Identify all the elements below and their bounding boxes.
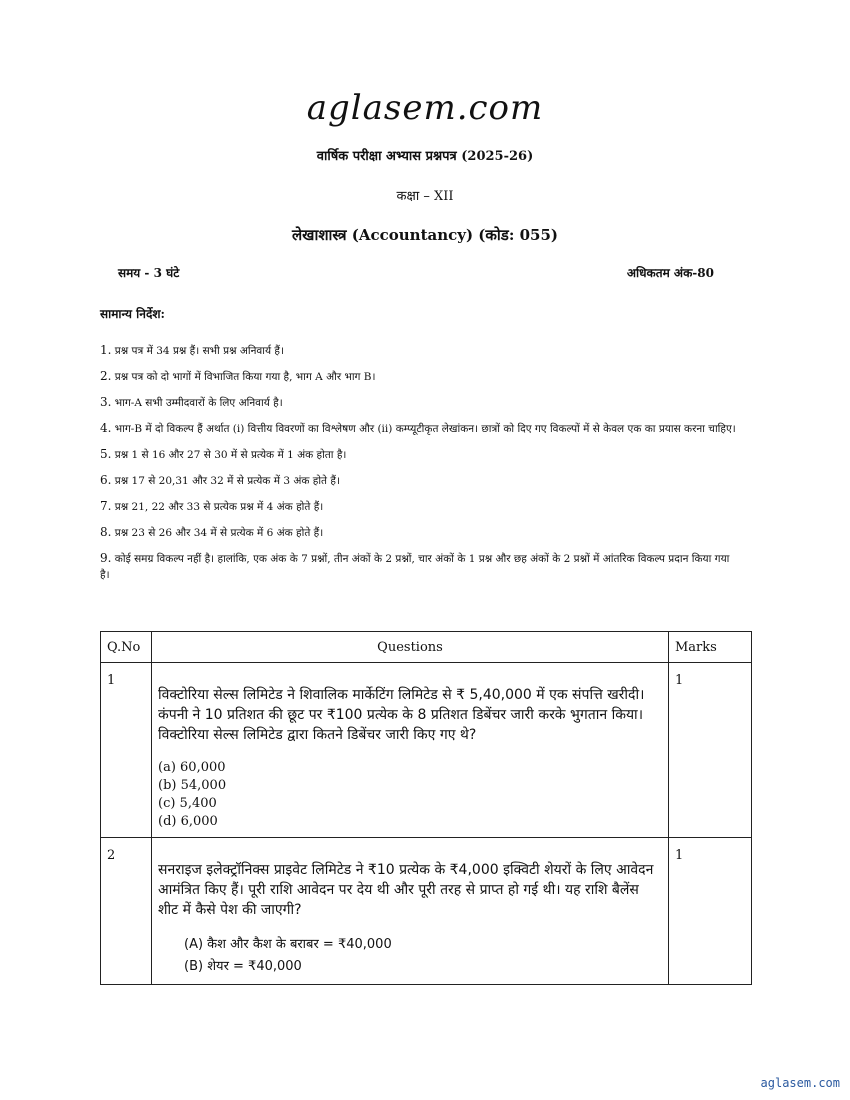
question-text: विक्टोरिया सेल्स लिमिटेड ने शिवालिक मार्केटिंग लिमिटेड से ₹ 5,40,000 में एक संपत्ति खरीदी। कंपनी ने 10 प्रतिशत की छूट पर ₹100 प्रत्येक के 8 प्रतिशत डिबेंचर जारी करके भुगतान किया। विक्टोरिया सेल्स लिमिटेड द्वारा कितने डिबेंचर जारी किए गए थे? [158,687,645,743]
time-allowed: समय - 3 घंटे [118,266,180,280]
instruction-item: 8. प्रश्न 23 से 26 और 34 में से प्रत्येक में 6 अंक होते हैं। [100,525,324,539]
instruction-item: 4. भाग-B में दो विकल्प हैं अर्थात (i) वित्तीय विवरणों का विश्लेषण और (ii) कम्प्यूटीकृत लेखांकन। छात्रों को दिए गए विकल्पों में से केवल एक का प्रयास करना चाहिए। [100,421,736,435]
table-row [101,663,752,838]
general-instructions-heading: सामान्य निर्देश: [100,307,165,321]
footer-link[interactable]: aglasem.com [760,1076,840,1090]
questions-table [100,631,752,985]
table-row [101,838,752,985]
option: (d) 6,000 [158,814,218,829]
option: (A) कैश और कैश के बराबर = ₹40,000 [184,937,392,952]
option: (a) 60,000 [158,760,226,775]
option: (B) शेयर = ₹40,000 [184,959,302,974]
question-marks: 1 [669,838,752,985]
max-marks: अधिकतम अंक-80 [626,266,714,280]
question-options [184,934,662,978]
option: (c) 5,400 [158,796,217,811]
question-cell [152,838,669,985]
option: (b) 54,000 [158,778,227,793]
instructions-list [100,342,740,592]
question-number: 1 [101,663,152,838]
instruction-item: 7. प्रश्न 21, 22 और 33 से प्रत्येक प्रश्न में 4 अंक होते हैं। [100,499,324,513]
subject-title: लेखाशास्त्र (Accountancy) (कोड: 055) [292,226,558,244]
header-questions: Questions [152,632,669,663]
instruction-item: 2. प्रश्न पत्र को दो भागों में विभाजित किया गया है, भाग A और भाग B। [100,369,376,383]
question-marks: 1 [669,663,752,838]
instruction-item: 6. प्रश्न 17 से 20,31 और 32 में से प्रत्येक में 3 अंक होते हैं। [100,473,340,487]
class-line: कक्षा – XII [396,189,454,204]
instruction-item: 1. प्रश्न पत्र में 34 प्रश्न हैं। सभी प्रश्न अनिवार्य हैं। [100,343,284,357]
site-logo: aglasem.com [306,88,544,128]
exam-title: वार्षिक परीक्षा अभ्यास प्रश्नपत्र (2025-26) [316,149,534,164]
header-marks: Marks [669,632,752,663]
question-number: 2 [101,838,152,985]
question-text: सनराइज इलेक्ट्रॉनिक्स प्राइवेट लिमिटेड ने ₹10 प्रत्येक के ₹4,000 इक्विटी शेयरों के लिए आवेदन आमंत्रित किए हैं। पूरी राशि आवेदन पर देय थी और पूरी तरह से प्राप्त हो गई थी। यह राशि बैलेंस शीट में कैसे पेश की जाएगी? [158,862,654,918]
question-options [158,759,662,831]
instruction-item: 9. कोई समग्र विकल्प नहीं है। हालांकि, एक अंक के 7 प्रश्नों, तीन अंकों के 2 प्रश्नों, चार अंकों के 1 प्रश्न और छह अंकों के 2 प्रश्नों में आंतरिक विकल्प प्रदान किया गया है। [100,551,730,581]
instruction-item: 3. भाग-A सभी उम्मीदवारों के लिए अनिवार्य है। [100,395,283,409]
header-qno: Q.No [101,632,152,663]
instruction-item: 5. प्रश्न 1 से 16 और 27 से 30 में से प्रत्येक में 1 अंक होता है। [100,447,347,461]
table-header-row [101,632,752,663]
question-cell [152,663,669,838]
